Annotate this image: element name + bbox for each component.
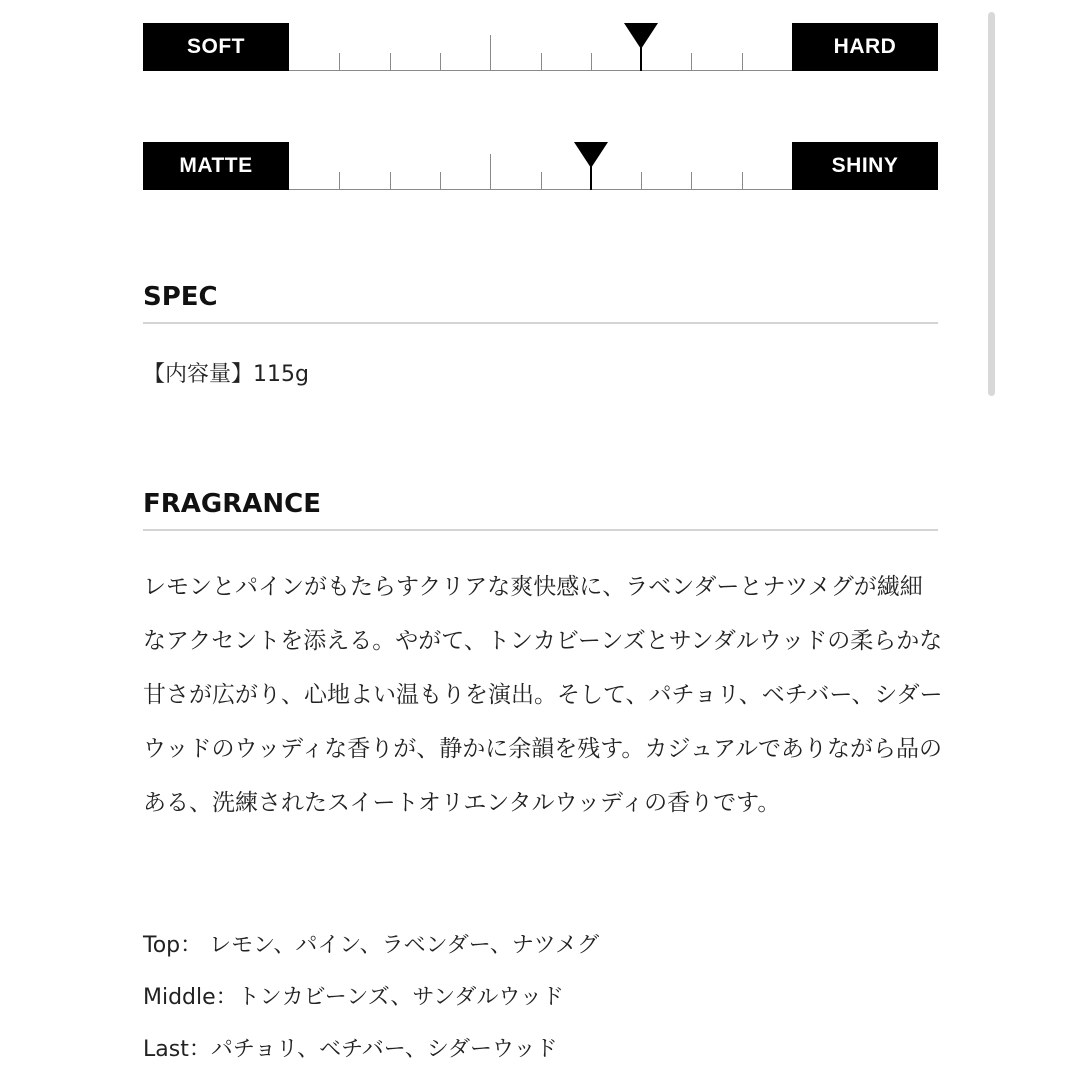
scale-tick: [742, 53, 743, 71]
scale-tick: [490, 35, 491, 71]
hardness-track: [289, 23, 792, 71]
scale-tick: [390, 53, 391, 71]
shiny-label: SHINY: [792, 142, 938, 190]
scale-tick: [390, 172, 391, 190]
scale-tick: [440, 172, 441, 190]
middle-note: Middle：トンカビーンズ、サンダルウッド: [143, 985, 564, 1010]
fragrance-heading: FRAGRANCE: [143, 489, 938, 531]
scale-tick: [339, 53, 340, 71]
spec-content: 【内容量】115g: [143, 362, 309, 387]
scale-tick: [339, 172, 340, 190]
fragrance-notes: [143, 920, 599, 1076]
scale-marker-stem: [590, 162, 592, 190]
scale-tick: [440, 53, 441, 71]
scale-tick: [591, 53, 592, 71]
scale-tick: [541, 53, 542, 71]
scale-tick: [742, 172, 743, 190]
scale-tick: [541, 172, 542, 190]
soft-label: SOFT: [143, 23, 289, 71]
shine-scale: [143, 142, 938, 190]
scale-tick: [691, 172, 692, 190]
scrollbar[interactable]: [988, 12, 995, 396]
scale-tick: [691, 53, 692, 71]
scale-tick: [490, 154, 491, 190]
matte-label: MATTE: [143, 142, 289, 190]
shine-track: [289, 142, 792, 190]
hard-label: HARD: [792, 23, 938, 71]
spec-heading: SPEC: [143, 282, 938, 324]
last-note: Last：パチョリ、ベチバー、シダーウッド: [143, 1037, 558, 1062]
fragrance-description: レモンとパインがもたらすクリアな爽快感に、ラベンダーとナツメグが繊細なアクセントを添える。やがて、トンカビーンズとサンダルウッドの柔らかな甘さが広がり、心地よい温もりを演出。そして、パチョリ、ベチバー、シダーウッドのウッディな香りが、静かに余韻を残す。カジュアルでありながら品のある、洗練されたスイートオリエンタルウッディの香りです。: [143, 574, 943, 816]
hardness-scale: [143, 23, 938, 71]
scale-tick: [641, 172, 642, 190]
top-note: Top： レモン、パイン、ラベンダー、ナツメグ: [143, 933, 600, 958]
scale-marker-stem: [640, 43, 642, 71]
